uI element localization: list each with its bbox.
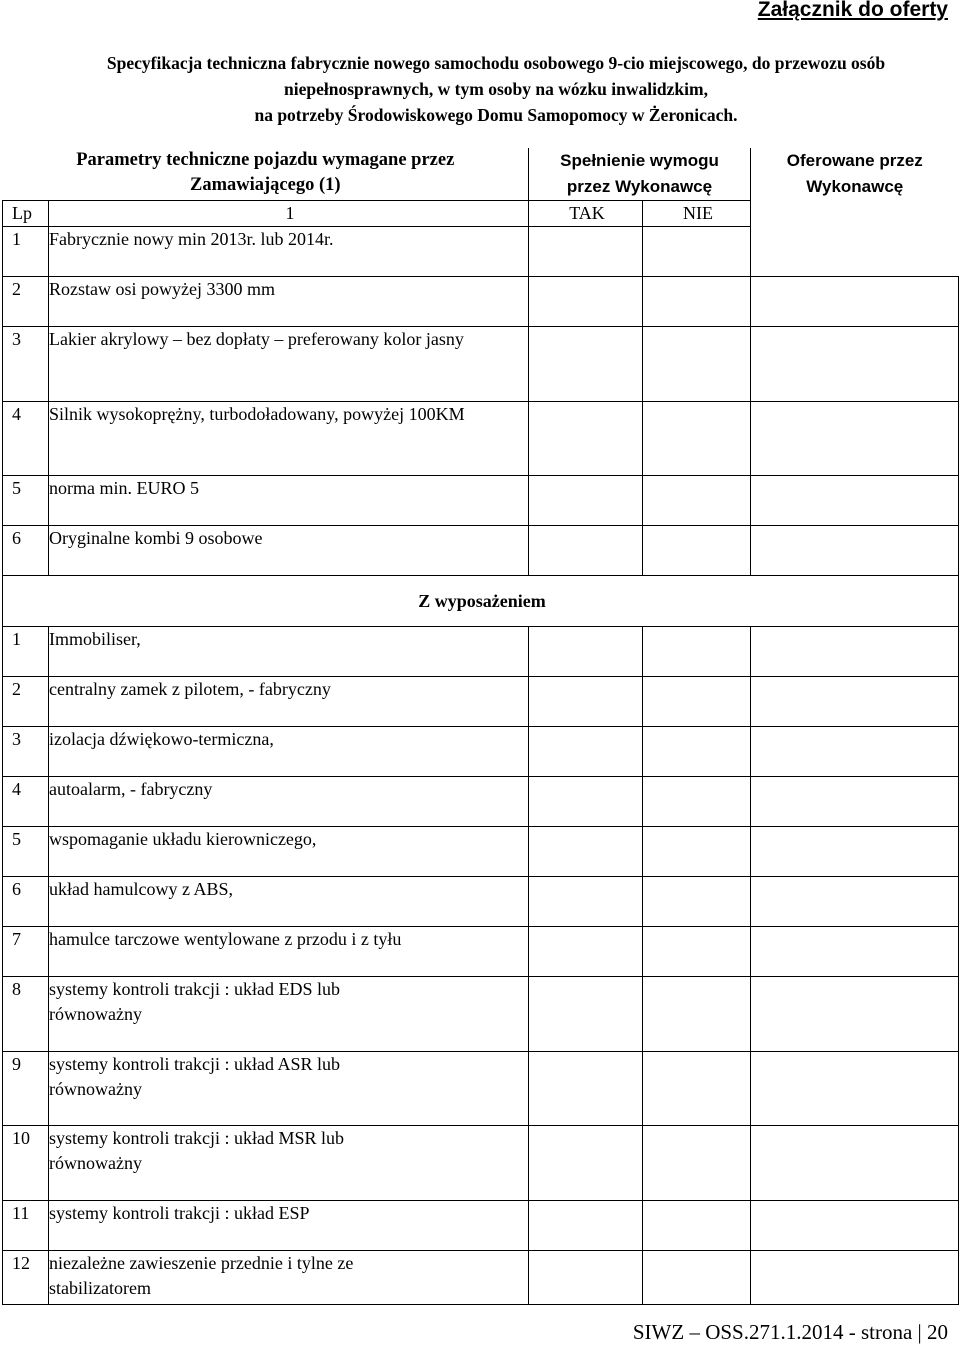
- row-requirement: Immobiliser,: [49, 627, 529, 677]
- nie-cell: [643, 277, 751, 327]
- row-number: 2: [3, 677, 49, 727]
- specification-table: [2, 148, 959, 1305]
- row-requirement: autoalarm, - fabryczny: [49, 777, 529, 827]
- tak-cell: [529, 777, 643, 827]
- tak-cell: [529, 877, 643, 927]
- row-number: 10: [3, 1126, 49, 1201]
- row-requirement: systemy kontroli trakcji : układ EDS lub równoważny: [49, 977, 529, 1052]
- requirements-column-header: Parametry techniczne pojazdu wymagane przez Zamawiającego (1): [3, 148, 529, 201]
- offered-cell: [751, 777, 959, 827]
- tak-cell: [529, 727, 643, 777]
- row-number: 9: [3, 1052, 49, 1126]
- row-number: 6: [3, 877, 49, 927]
- nie-cell: [643, 1251, 751, 1305]
- offered-cell: [751, 476, 959, 526]
- row-requirement: systemy kontroli trakcji : układ MSR lub równoważny: [49, 1126, 529, 1201]
- table-row: [3, 927, 959, 977]
- tak-cell: [529, 1251, 643, 1305]
- nie-cell: [643, 627, 751, 677]
- table-row: [3, 677, 959, 727]
- row-requirement: Silnik wysokoprężny, turbodoładowany, powyżej 100KM: [49, 402, 529, 476]
- tak-cell: [529, 402, 643, 476]
- nie-cell: [643, 402, 751, 476]
- table-row: [3, 1126, 959, 1201]
- row-requirement: układ hamulcowy z ABS,: [49, 877, 529, 927]
- row-number: 11: [3, 1201, 49, 1251]
- row-requirement: wspomaganie układu kierowniczego,: [49, 827, 529, 877]
- offered-cell: [751, 327, 959, 402]
- tak-cell: [529, 627, 643, 677]
- nie-cell: [643, 777, 751, 827]
- nie-cell: [643, 1052, 751, 1126]
- table-row: [3, 777, 959, 827]
- row-number: 7: [3, 927, 49, 977]
- offered-cell: [751, 1251, 959, 1305]
- fulfilment-column-header: Spełnienie wymogu przez Wykonawcę: [529, 148, 751, 201]
- row-number: 1: [3, 627, 49, 677]
- tak-cell: [529, 476, 643, 526]
- table-row: [3, 277, 959, 327]
- table-row: [3, 327, 959, 402]
- row-number: 4: [3, 777, 49, 827]
- table-header-row: [3, 148, 959, 201]
- nie-cell: [643, 327, 751, 402]
- heading-line-3: na potrzeby Środowiskowego Domu Samopomocy w Żeronicach.: [254, 105, 738, 125]
- offered-cell: [751, 1052, 959, 1126]
- nie-header: NIE: [643, 201, 751, 227]
- table-row: [3, 402, 959, 476]
- tak-cell: [529, 277, 643, 327]
- attachment-title: Załącznik do oferty: [757, 0, 948, 21]
- offered-cell: [751, 927, 959, 977]
- table-row: [3, 977, 959, 1052]
- offered-cell: [751, 1201, 959, 1251]
- row-requirement: Oryginalne kombi 9 osobowe: [49, 526, 529, 576]
- offered-cell: [751, 727, 959, 777]
- row-number: 6: [3, 526, 49, 576]
- page-footer: SIWZ – OSS.271.1.2014 - strona | 20: [632, 1320, 948, 1344]
- section-row: [3, 576, 959, 627]
- section-label: Z wyposażeniem: [3, 576, 959, 627]
- row-number: 12: [3, 1251, 49, 1305]
- lp-header: Lp: [3, 201, 49, 227]
- offered-cell: [751, 877, 959, 927]
- row-requirement: izolacja dźwiękowo-termiczna,: [49, 727, 529, 777]
- nie-cell: [643, 1201, 751, 1251]
- row-number: 3: [3, 727, 49, 777]
- offered-cell: [751, 827, 959, 877]
- nie-cell: [643, 227, 751, 277]
- nie-cell: [643, 727, 751, 777]
- column-number: 1: [49, 201, 529, 227]
- document-heading: [0, 50, 960, 128]
- nie-cell: [643, 476, 751, 526]
- table-row: [3, 827, 959, 877]
- table-row: [3, 476, 959, 526]
- row-requirement: Fabrycznie nowy min 2013r. lub 2014r.: [49, 227, 529, 277]
- table-row: [3, 1251, 959, 1305]
- row-requirement: systemy kontroli trakcji : układ ASR lub równoważny: [49, 1052, 529, 1126]
- offered-cell: [751, 677, 959, 727]
- nie-cell: [643, 1126, 751, 1201]
- row-number: 5: [3, 827, 49, 877]
- table-row: [3, 877, 959, 927]
- offered-cell: [751, 277, 959, 327]
- offered-cell: [751, 1126, 959, 1201]
- table-row: [3, 627, 959, 677]
- tak-cell: [529, 526, 643, 576]
- table-row: [3, 1201, 959, 1251]
- row-requirement: Lakier akrylowy – bez dopłaty – preferowany kolor jasny: [49, 327, 529, 402]
- nie-cell: [643, 827, 751, 877]
- row-number: 5: [3, 476, 49, 526]
- tak-cell: [529, 977, 643, 1052]
- nie-cell: [643, 927, 751, 977]
- row-number: 3: [3, 327, 49, 402]
- row-number: 8: [3, 977, 49, 1052]
- row-requirement: hamulce tarczowe wentylowane z przodu i z tyłu: [49, 927, 529, 977]
- tak-header: TAK: [529, 201, 643, 227]
- offered-cell: [751, 402, 959, 476]
- tak-cell: [529, 1201, 643, 1251]
- nie-cell: [643, 977, 751, 1052]
- row-number: 2: [3, 277, 49, 327]
- offered-column-header: Oferowane przez Wykonawcę: [751, 148, 959, 277]
- tak-cell: [529, 927, 643, 977]
- row-requirement: centralny zamek z pilotem, - fabryczny: [49, 677, 529, 727]
- table-row: [3, 1052, 959, 1126]
- row-requirement: Rozstaw osi powyżej 3300 mm: [49, 277, 529, 327]
- nie-cell: [643, 677, 751, 727]
- tak-cell: [529, 827, 643, 877]
- offered-cell: [751, 977, 959, 1052]
- tak-cell: [529, 227, 643, 277]
- tak-cell: [529, 677, 643, 727]
- offered-cell: [751, 627, 959, 677]
- row-requirement: systemy kontroli trakcji : układ ESP: [49, 1201, 529, 1251]
- nie-cell: [643, 877, 751, 927]
- row-number: 1: [3, 227, 49, 277]
- table-row: [3, 526, 959, 576]
- table-row: [3, 727, 959, 777]
- row-number: 4: [3, 402, 49, 476]
- offered-cell: [751, 526, 959, 576]
- nie-cell: [643, 526, 751, 576]
- tak-cell: [529, 1126, 643, 1201]
- heading-line-1: Specyfikacja techniczna fabrycznie nowego samochodu osobowego 9-cio miejscowego, do przewozu osób: [106, 53, 886, 73]
- tak-cell: [529, 1052, 643, 1126]
- heading-line-2: niepełnosprawnych, w tym osoby na wózku inwalidzkim,: [284, 79, 708, 99]
- tak-cell: [529, 327, 643, 402]
- row-requirement: niezależne zawieszenie przednie i tylne ze stabilizatorem: [49, 1251, 529, 1305]
- row-requirement: norma min. EURO 5: [49, 476, 529, 526]
